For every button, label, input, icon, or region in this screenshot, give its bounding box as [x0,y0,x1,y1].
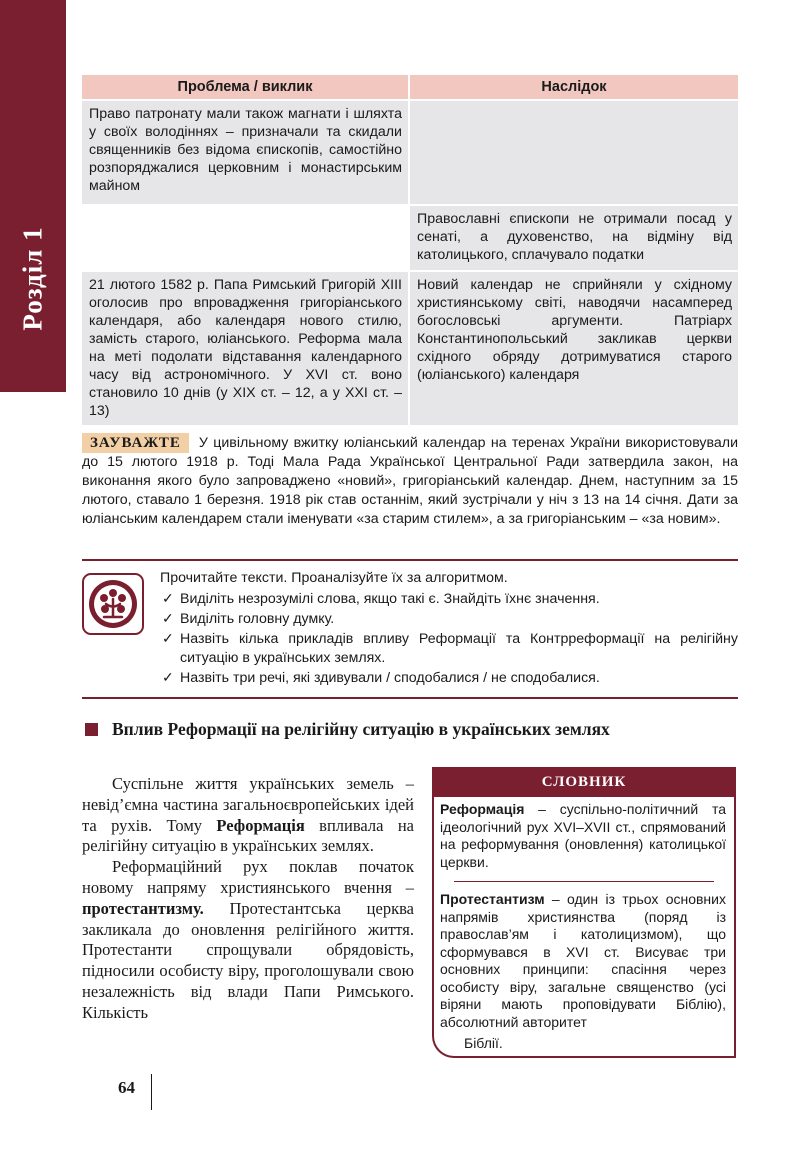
section-title: Вплив Реформації на релігійну ситуацію в українських землях [112,719,610,739]
glossary-term: Протестантизм [440,891,545,907]
chapter-tab-label: Розділ 1 [17,225,48,331]
problems-table [82,75,738,425]
glossary-box [432,767,736,1058]
table-cell-problem: 21 лютого 1582 р. Папа Римський Григорій XIII оголосив про впровадження григоріанського календаря, або календаря нового стилю, замість старого, юліанського. Реформа мала на меті подолати відставання календарного часу від астрономічного. У XVI ст. воно становило 10 днів (у XIX ст. – 12, а у XXI ст. – 13) [82,270,410,425]
task-item-text: Назвіть три речі, які здивували / сподобалися / не сподобалися. [180,670,600,686]
term-reformation: Реформація [216,815,305,835]
table-cell-problem [82,204,410,270]
glossary-entry [434,797,734,871]
note-text: У цивільному вжитку юліанський календар на теренах України використовували до 15 лютого 1918 р. Тоді Мала Рада Української Центральної Ради затвердила закон, на виконання якого було запроваджено «новий», григоріанський календар. Днем, наступним за 15 лютого, ставало 1 березня. 1918 рік став останнім, який зустрічали у ніч з 13 на 14 січня. Дати за юліанським календарем стали іменувати «за старим стилем», а за григоріанським – «за новим». [82,435,738,527]
table-header-row [82,75,738,99]
paragraph [82,774,414,857]
glossary-definition: – суспільно-політичний та ідеологічний рух XVI–XVII ст., спрямований на реформування (оновлення) католицької церкви. [440,801,726,870]
check-icon: ✓ [162,670,174,686]
list-item [160,630,738,668]
list-item [160,610,738,629]
note-badge: ЗАУВАЖТЕ [82,433,189,453]
task-list [160,590,738,688]
body-text [82,774,414,1024]
term-protestantism: протестантизму. [82,898,204,918]
glossary-entry-end: Біблії. [464,1035,503,1051]
paragraph-text: Протестантська церква закликала до оновлення релігійного життя. Протестанти спрощували обрядовість, підносили особисту віру, проголошували свою незалежність від влади Папи Римського. Кількість [82,898,414,1022]
divider [82,559,738,561]
page-number: 64 [118,1078,135,1097]
check-icon: ✓ [162,591,174,607]
paragraph-text: впливала на релігійну ситуацію в українських землях. [82,815,414,856]
table-row [82,204,738,270]
task-intro: Прочитайте тексти. Проаналізуйте їх за алгоритмом. [160,570,508,586]
chapter-tab-label-box [6,208,60,348]
divider [82,697,738,699]
task-item-text: Назвіть кілька прикладів впливу Реформації та Контрреформації на релігійну ситуацію в українських землях. [180,631,738,666]
glossary-definition: – один із трьох основних напрямів християнства (поряд із православ’ям і католицизмом), що сформувався в XVI ст. Висуває три основних принципи: спасіння через особисту віру, загальне священство (усі віряни мають проповідувати Біблію), абсолютний авторитет [440,891,726,1030]
table-header-problem: Проблема / виклик [82,75,410,99]
glossary-term: Реформація [440,801,525,817]
section-marker-icon [85,723,98,736]
check-icon: ✓ [162,631,174,647]
task-item-text: Виділіть головну думку. [180,611,335,627]
chapter-tab [0,0,66,392]
note-block [82,433,738,529]
table-row [82,270,738,425]
table-row [82,99,738,204]
list-item [160,590,738,609]
table-cell-consequence: Православні єпископи не отримали посад у сенаті, а духовенство, на відміну від католицького, сплачувало податки [410,204,738,270]
paragraph [82,857,414,1023]
check-icon: ✓ [162,611,174,627]
glossary-entry [434,887,734,1031]
table-cell-consequence [410,99,738,204]
task-item-text: Виділіть незрозумілі слова, якщо такі є. Знайдіть їхнє значення. [180,591,600,607]
page-number-rule [151,1074,152,1110]
divider [454,881,714,882]
table-cell-consequence: Новий календар не сприйняли у східному християнському світі, наводячи насамперед богословські аргументи. Патріарх Константинопольський закликав церкви східного обряду дотримуватися старого (юліанського) календаря [410,270,738,425]
table-cell-problem: Право патронату мали також магнати і шляхта у своїх володіннях – призначали та скидали священників без відома єпископів, самостійно розпоряджалися церковним і монастирським майном [82,99,410,204]
task-block [160,569,738,689]
paragraph-text: Суспільне життя українських земель – невід’ємна частина загальноєвропейських ідей та рухів. Тому [82,774,414,835]
list-item [160,669,738,688]
task-icon [82,573,144,635]
glossary-title: СЛОВНИК [432,767,736,797]
paragraph-text: Реформаційний рух поклав початок новому напряму християнського вчення – [82,857,414,897]
table-header-consequence: Наслідок [410,75,738,99]
